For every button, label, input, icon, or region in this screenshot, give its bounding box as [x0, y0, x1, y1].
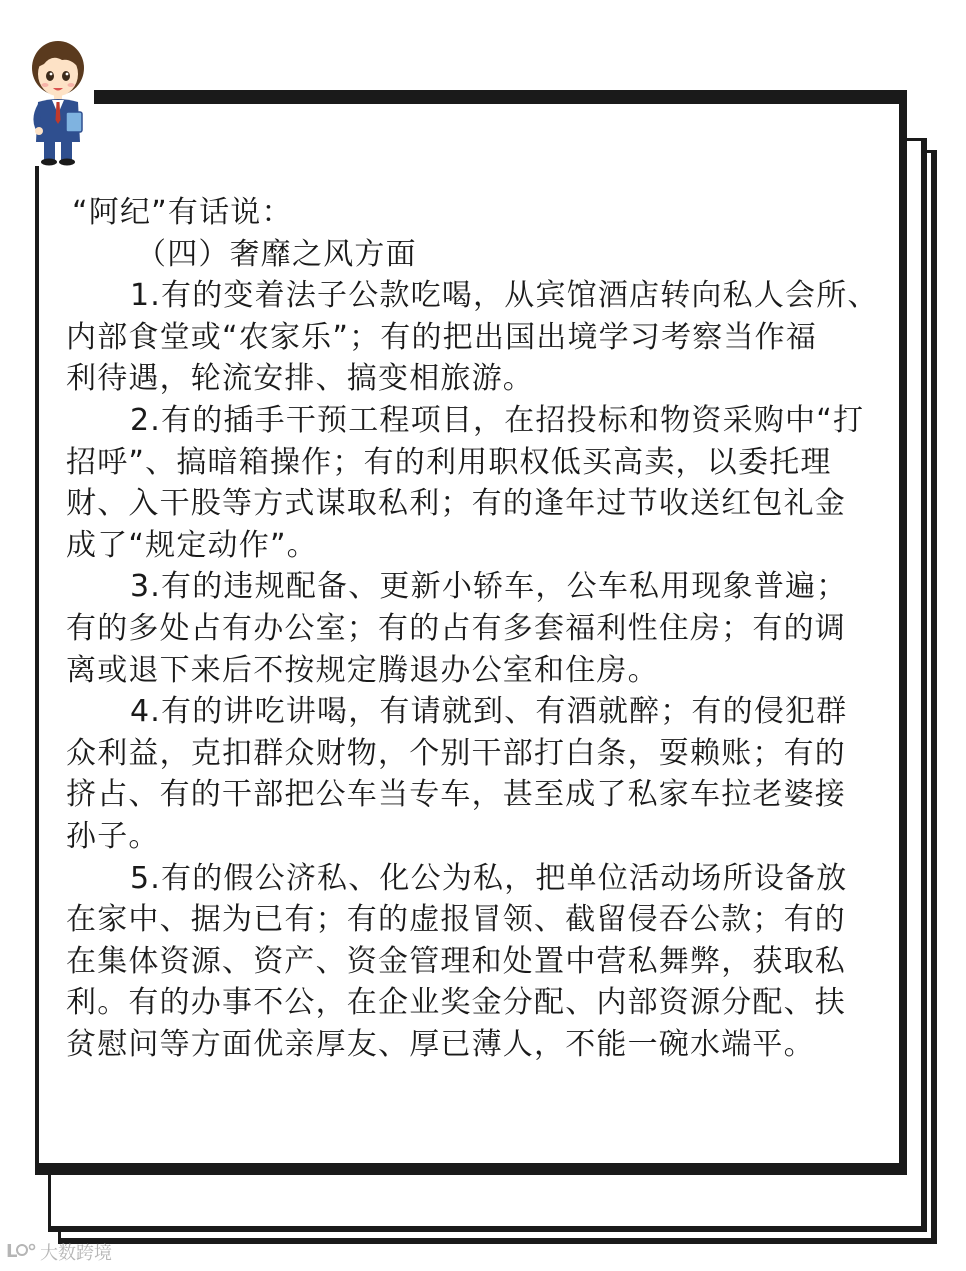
paragraph-5 — [66, 858, 886, 1066]
paragraph-line: 贫慰问等方面优亲厚友、厚已薄人，不能一碗水端平。 — [66, 1026, 815, 1062]
watermark — [6, 1238, 112, 1266]
paragraph-line: 4.有的讲吃讲喝，有请就到、有酒就醉；有的侵犯群 — [130, 694, 848, 730]
paragraph-line: 内部食堂或“农家乐”；有的把出国出境学习考察当作福 — [66, 319, 818, 355]
paragraph-line: 在集体资源、资产、资金管理和处置中营私舞弊，获取私 — [66, 943, 846, 979]
cartoon-official-mascot-icon — [22, 38, 94, 166]
paragraph-line: 招呼”、搞暗箱操作；有的利用职权低买高卖，以委托理 — [66, 444, 832, 480]
paragraph-line: 财、入干股等方式谋取私利；有的逢年过节收送红包礼金 — [66, 486, 846, 522]
paragraph-line: 挤占、有的干部把公车当专车，甚至成了私家车拉老婆接 — [66, 777, 846, 813]
document-body — [66, 192, 886, 1065]
paragraph-line: 5.有的假公济私、化公为私，把单位活动场所设备放 — [130, 860, 848, 896]
paragraph-3 — [66, 566, 886, 691]
paragraph-line: 众利益，克扣群众财物，个别干部打白条，耍赖账；有的 — [66, 735, 846, 771]
paragraph-2 — [66, 400, 886, 566]
section-heading: （四）奢靡之风方面 — [136, 236, 417, 272]
svg-text:L: L — [6, 1240, 18, 1262]
watermark-text: 大数跨境 — [40, 1243, 112, 1264]
paragraph-1 — [66, 275, 886, 400]
bilibili-style-logo-icon — [6, 1238, 36, 1267]
paragraph-line: 成了“规定动作”。 — [66, 527, 318, 563]
paragraph-line: 利。有的办事不公，在企业奖金分配、内部资源分配、扶 — [66, 985, 846, 1021]
paragraph-line: 2.有的插手干预工程项目，在招投标和物资采购中“打 — [130, 402, 865, 438]
paragraph-line: 3.有的违规配备、更新小轿车，公车私用现象普遍； — [130, 569, 848, 605]
paragraph-line: 在家中、据为已有；有的虚报冒领、截留侵吞公款；有的 — [66, 902, 846, 938]
page-title: “阿纪”有话说： — [72, 195, 293, 230]
paragraph-4 — [66, 691, 886, 857]
paragraph-line: 有的多处占有办公室；有的占有多套福利性住房；有的调 — [66, 610, 846, 646]
paragraph-line: 孙子。 — [66, 818, 160, 854]
paragraph-line: 1.有的变着法子公款吃喝，从宾馆酒店转向私人会所、 — [130, 278, 879, 314]
paragraph-line: 离或退下来后不按规定腾退办公室和住房。 — [66, 652, 659, 688]
paragraph-line: 利待遇，轮流安排、搞变相旅游。 — [66, 361, 534, 397]
